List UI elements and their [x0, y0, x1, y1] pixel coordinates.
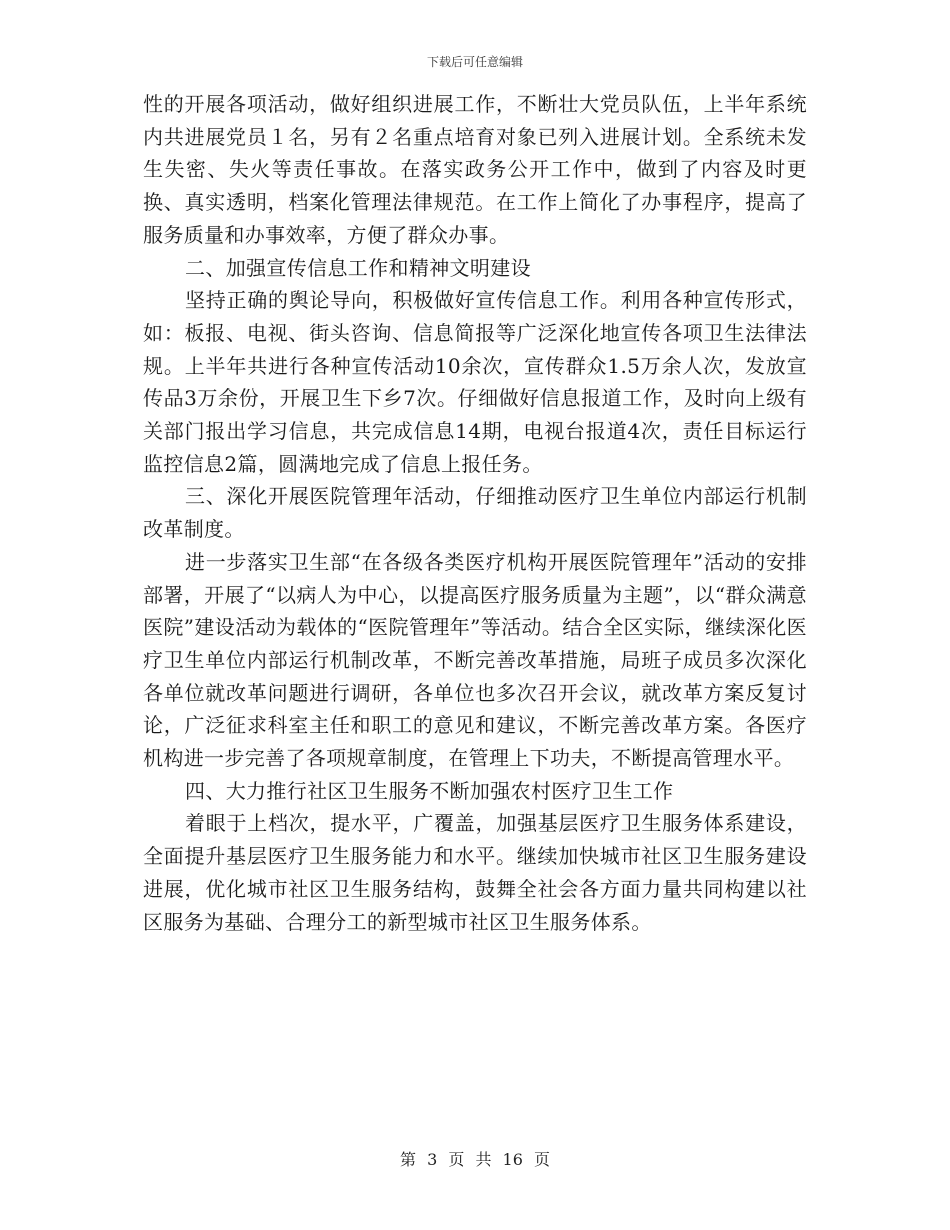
paragraph: 着眼于上档次，提水平，广覆盖，加强基层医疗卫生服务体系建设，全面提升基层医疗卫生服务能力和水平。继续加快城市社区卫生服务建设进展，优化城市社区卫生服务结构，鼓舞全社会各方面力量共同构建以社区服务为基础、合理分工的新型城市社区卫生服务体系。 [143, 811, 807, 934]
paragraph: 坚持正确的舆论导向，积极做好宣传信息工作。利用各种宣传形式，如：板报、电视、街头咨询、信息简报等广泛深化地宣传各项卫生法律法规。上半年共进行各种宣传活动10余次，宣传群众1.5万余人次，发放宣传品3万余份，开展卫生下乡7次。仔细做好信息报道工作，及时向上级有关部门报出学习信息，共完成信息14期，电视台报道4次，责任目标运行监控信息2篇，圆满地完成了信息上报任务。 [143, 288, 807, 476]
page-number: 第 3 页 共 16 页 [400, 1150, 550, 1169]
paragraph: 进一步落实卫生部“在各级各类医疗机构开展医院管理年”活动的安排部署，开展了“以病人为中心，以提高医疗服务质量为主题”，以“群众满意医院”建设活动为载体的“医院管理年”等活动。结合全区实际，继续深化医疗卫生单位内部运行机制改革，不断完善改革措施，局班子成员多次深化各单位就改革问题进行调研，各单位也多次召开会议，就改革方案反复讨论，广泛征求科室主任和职工的意见和建议，不断完善改革方案。各医疗机构进一步完善了各项规章制度，在管理上下功夫，不断提高管理水平。 [143, 549, 807, 771]
paragraph: 性的开展各项活动，做好组织进展工作，不断壮大党员队伍，上半年系统内共进展党员１名，另有２名重点培育对象已列入进展计划。全系统未发生失密、失火等责任事故。在落实政务公开工作中，做到了内容及时更换、真实透明，档案化管理法律规范。在工作上简化了办事程序，提高了服务质量和办事效率，方便了群众办事。 [143, 92, 807, 247]
document-body [143, 88, 807, 938]
section-heading: 三、深化开展医院管理年活动，仔细推动医疗卫生单位内部运行机制改革制度。 [143, 484, 807, 542]
header-note: 下载后可任意编辑 [426, 55, 523, 69]
section-heading: 四、大力推行社区卫生服务不断加强农村医疗卫生工作 [185, 778, 674, 803]
section-heading: 二、加强宣传信息工作和精神文明建设 [185, 255, 531, 280]
